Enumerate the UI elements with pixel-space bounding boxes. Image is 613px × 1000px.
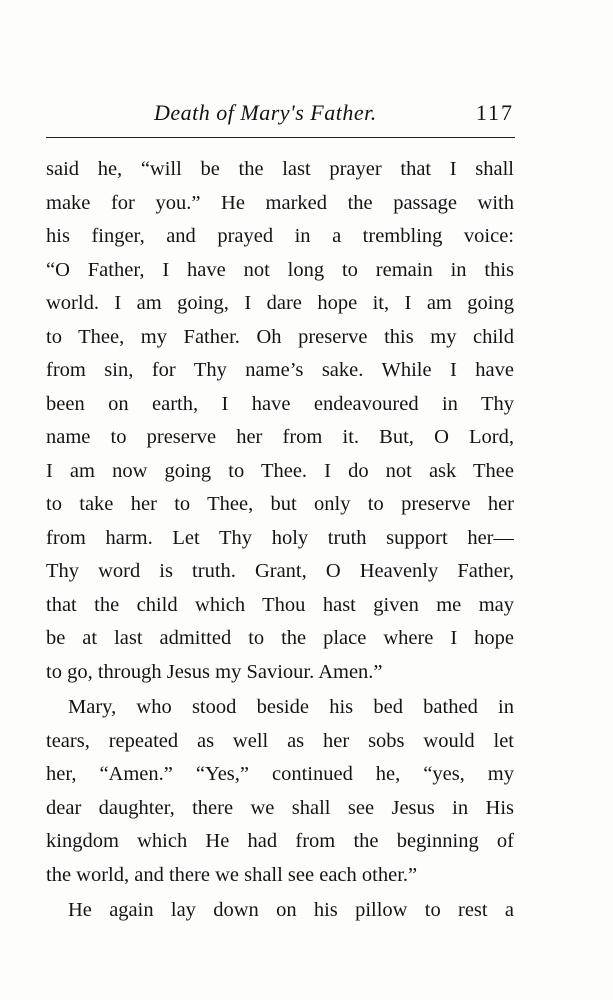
text-line: her, “Amen.” “Yes,” continued he, “yes, my [46, 763, 514, 785]
text-line: to go, through Jesus my Saviour. Amen.” [46, 660, 383, 683]
text-line: his finger, and prayed in a trembling voice: [46, 225, 514, 247]
chapter-running-title: Death of Mary's Father. [154, 100, 377, 125]
text-line: I am now going to Thee. I do not ask Thee [46, 459, 514, 482]
text-line: be at last admitted to the place where I hope [46, 627, 514, 649]
text-line: from sin, for Thy name’s sake. While I have [46, 359, 514, 381]
running-head [46, 96, 514, 130]
body-text [46, 153, 514, 928]
text-line: He again lay down on his pillow to rest a [68, 899, 514, 921]
text-line: “O Father, I have not long to remain in this [46, 258, 514, 281]
text-line: dear daughter, there we shall see Jesus in His [46, 796, 514, 819]
text-line: Mary, who stood beside his bed bathed in [68, 696, 514, 718]
text-line: to take her to Thee, but only to preserve her [46, 493, 514, 515]
text-line: Thy word is truth. Grant, O Heavenly Father, [46, 560, 514, 582]
text-line: said he, “will be the last prayer that I shall [46, 158, 514, 180]
text-line: make for you.” He marked the passage with [46, 191, 514, 214]
text-line: world. I am going, I dare hope it, I am going [46, 292, 514, 314]
text-line: from harm. Let Thy holy truth support her— [46, 526, 514, 549]
text-line: tears, repeated as well as her sobs would let [46, 729, 514, 752]
text-line: that the child which Thou hast given me may [46, 593, 514, 616]
text-line: name to preserve her from it. But, O Lord, [46, 426, 514, 448]
text-line: to Thee, my Father. Oh preserve this my child [46, 325, 514, 348]
text-line: kingdom which He had from the beginning of [46, 830, 514, 852]
text-line: the world, and there we shall see each other.” [46, 863, 418, 886]
header-rule [46, 137, 515, 138]
page-number: 117 [475, 100, 514, 125]
text-line: been on earth, I have endeavoured in Thy [46, 392, 514, 415]
